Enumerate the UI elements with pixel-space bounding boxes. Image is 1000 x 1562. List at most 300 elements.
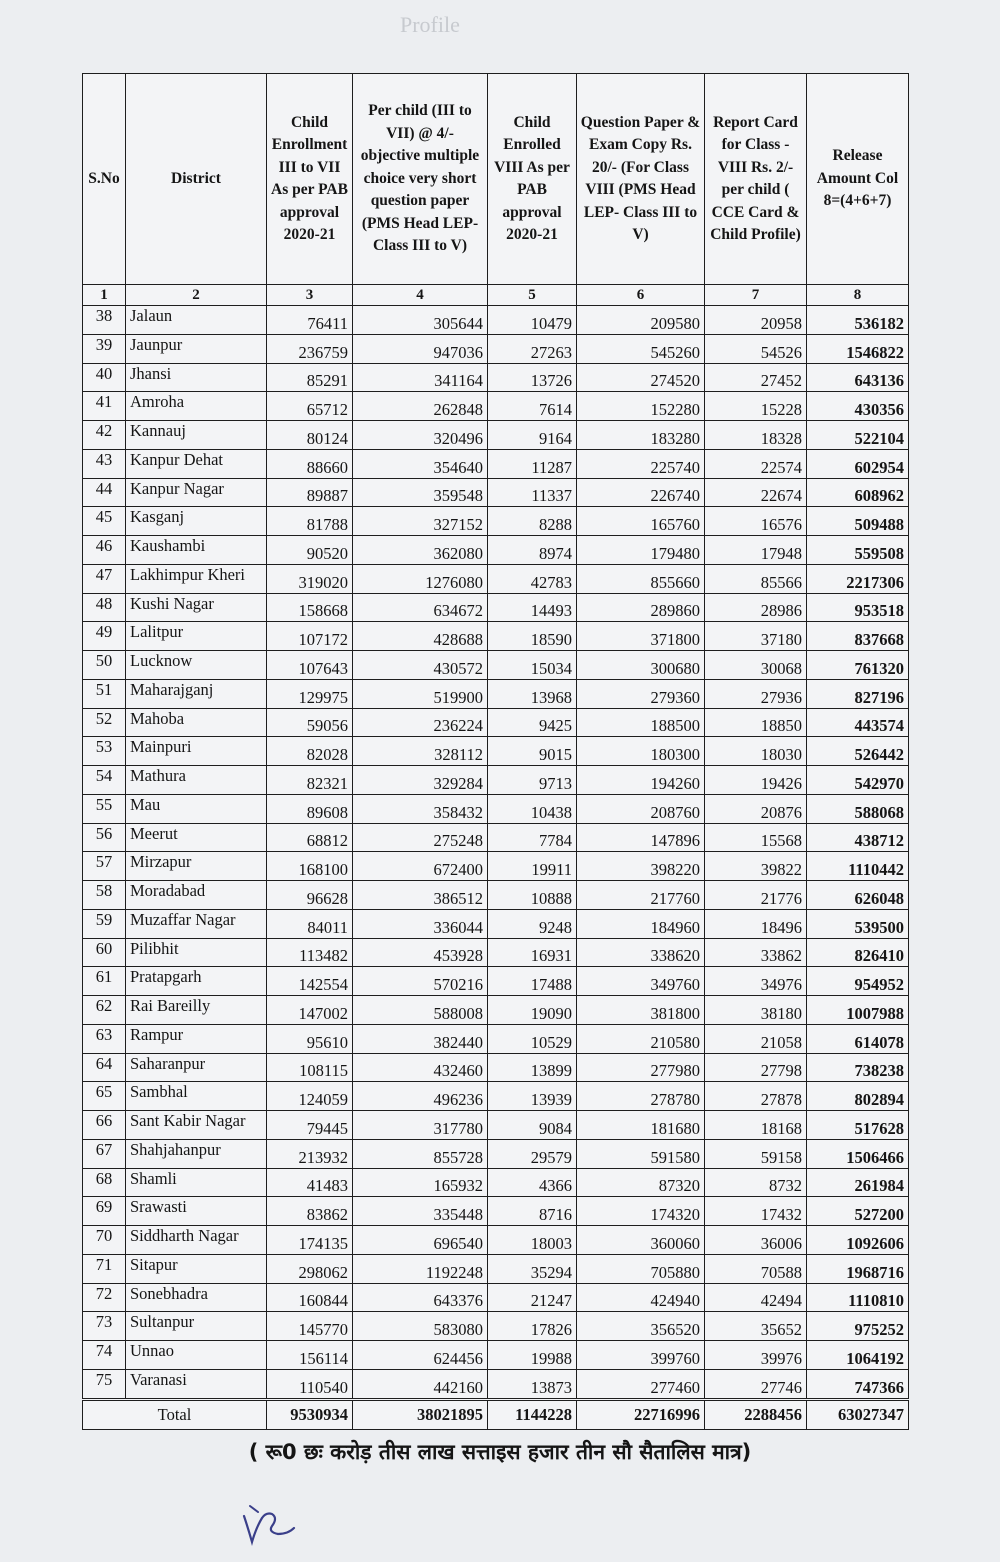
table-row bbox=[83, 1369, 909, 1399]
cell-question-paper: 279360 bbox=[577, 679, 705, 708]
cell-child-enrollment: 174135 bbox=[267, 1226, 353, 1255]
cell-child-enrollment: 108115 bbox=[267, 1053, 353, 1082]
table-row bbox=[83, 766, 909, 795]
cell-question-paper: 381800 bbox=[577, 996, 705, 1025]
cell-question-paper: 181680 bbox=[577, 1111, 705, 1140]
cell-child-enrollment: 319020 bbox=[267, 564, 353, 593]
cell-per-child-amount: 634672 bbox=[353, 593, 488, 622]
cell-child-enrolled-viii: 19988 bbox=[488, 1341, 577, 1370]
cell-sno: 38 bbox=[83, 306, 126, 335]
cell-question-paper: 591580 bbox=[577, 1139, 705, 1168]
cell-child-enrolled-viii: 13968 bbox=[488, 679, 577, 708]
table-row bbox=[83, 967, 909, 996]
cell-district: Kushi Nagar bbox=[126, 593, 267, 622]
cell-release-amount: 738238 bbox=[807, 1053, 909, 1082]
cell-child-enrolled-viii: 9084 bbox=[488, 1111, 577, 1140]
table-row bbox=[83, 1197, 909, 1226]
cell-district: Saharanpur bbox=[126, 1053, 267, 1082]
cell-child-enrollment: 107172 bbox=[267, 622, 353, 651]
cell-child-enrolled-viii: 13873 bbox=[488, 1369, 577, 1399]
cell-sno: 55 bbox=[83, 794, 126, 823]
cell-sno: 66 bbox=[83, 1111, 126, 1140]
cell-per-child-amount: 320496 bbox=[353, 421, 488, 450]
cell-district: Sambhal bbox=[126, 1082, 267, 1111]
cell-question-paper: 183280 bbox=[577, 421, 705, 450]
cell-report-card: 36006 bbox=[705, 1226, 807, 1255]
cell-per-child-amount: 1192248 bbox=[353, 1254, 488, 1283]
cell-release-amount: 608962 bbox=[807, 478, 909, 507]
cell-child-enrolled-viii: 13939 bbox=[488, 1082, 577, 1111]
cell-release-amount: 626048 bbox=[807, 881, 909, 910]
cell-report-card: 39822 bbox=[705, 852, 807, 881]
cell-report-card: 59158 bbox=[705, 1139, 807, 1168]
cell-sno: 39 bbox=[83, 334, 126, 363]
table-row bbox=[83, 1168, 909, 1197]
cell-release-amount: 602954 bbox=[807, 449, 909, 478]
cell-district: Pratapgarh bbox=[126, 967, 267, 996]
header-child-enrolled-viii: Child Enrolled VIII As per PAB approval 2020-21 bbox=[488, 74, 577, 285]
cell-release-amount: 975252 bbox=[807, 1312, 909, 1341]
cell-report-card: 17948 bbox=[705, 536, 807, 565]
cell-child-enrollment: 236759 bbox=[267, 334, 353, 363]
cell-child-enrolled-viii: 27263 bbox=[488, 334, 577, 363]
cell-sno: 40 bbox=[83, 363, 126, 392]
cell-report-card: 35652 bbox=[705, 1312, 807, 1341]
cell-per-child-amount: 359548 bbox=[353, 478, 488, 507]
table-row bbox=[83, 1341, 909, 1370]
cell-child-enrolled-viii: 15034 bbox=[488, 651, 577, 680]
table-row bbox=[83, 909, 909, 938]
cell-district: Pilibhit bbox=[126, 938, 267, 967]
cell-release-amount: 527200 bbox=[807, 1197, 909, 1226]
table-row bbox=[83, 507, 909, 536]
cell-child-enrollment: 158668 bbox=[267, 593, 353, 622]
table-body bbox=[83, 306, 909, 1400]
cell-child-enrolled-viii: 4366 bbox=[488, 1168, 577, 1197]
cell-report-card: 21058 bbox=[705, 1024, 807, 1053]
cell-release-amount: 559508 bbox=[807, 536, 909, 565]
cell-question-paper: 225740 bbox=[577, 449, 705, 478]
total-question-paper: 22716996 bbox=[577, 1399, 705, 1429]
cell-child-enrolled-viii: 7784 bbox=[488, 823, 577, 852]
cell-question-paper: 147896 bbox=[577, 823, 705, 852]
header-question-paper: Question Paper & Exam Copy Rs. 20/- (For Class VIII (PMS Head LEP- Class III to V) bbox=[577, 74, 705, 285]
cell-child-enrollment: 95610 bbox=[267, 1024, 353, 1053]
cell-release-amount: 1007988 bbox=[807, 996, 909, 1025]
cell-district: Unnao bbox=[126, 1341, 267, 1370]
cell-child-enrollment: 298062 bbox=[267, 1254, 353, 1283]
cell-per-child-amount: 672400 bbox=[353, 852, 488, 881]
cell-sno: 59 bbox=[83, 909, 126, 938]
cell-release-amount: 761320 bbox=[807, 651, 909, 680]
cell-district: Kannauj bbox=[126, 421, 267, 450]
cell-release-amount: 588068 bbox=[807, 794, 909, 823]
total-per-child-amount: 38021895 bbox=[353, 1399, 488, 1429]
cell-sno: 64 bbox=[83, 1053, 126, 1082]
cell-sno: 42 bbox=[83, 421, 126, 450]
cell-report-card: 21776 bbox=[705, 881, 807, 910]
cell-district: Lalitpur bbox=[126, 622, 267, 651]
cell-child-enrolled-viii: 10479 bbox=[488, 306, 577, 335]
cell-district: Sant Kabir Nagar bbox=[126, 1111, 267, 1140]
cell-district: Muzaffar Nagar bbox=[126, 909, 267, 938]
cell-report-card: 54526 bbox=[705, 334, 807, 363]
cell-per-child-amount: 453928 bbox=[353, 938, 488, 967]
column-number: 2 bbox=[126, 285, 267, 306]
cell-child-enrolled-viii: 35294 bbox=[488, 1254, 577, 1283]
cell-child-enrolled-viii: 10529 bbox=[488, 1024, 577, 1053]
cell-question-paper: 165760 bbox=[577, 507, 705, 536]
table-row bbox=[83, 881, 909, 910]
cell-child-enrolled-viii: 9164 bbox=[488, 421, 577, 450]
total-label: Total bbox=[83, 1399, 267, 1429]
cell-sno: 63 bbox=[83, 1024, 126, 1053]
cell-sno: 62 bbox=[83, 996, 126, 1025]
cell-per-child-amount: 570216 bbox=[353, 967, 488, 996]
cell-question-paper: 277460 bbox=[577, 1369, 705, 1399]
header-report-card: Report Card for Class -VIII Rs. 2/- per child ( CCE Card & Child Profile) bbox=[705, 74, 807, 285]
cell-sno: 47 bbox=[83, 564, 126, 593]
cell-report-card: 18328 bbox=[705, 421, 807, 450]
column-number: 8 bbox=[807, 285, 909, 306]
table-row bbox=[83, 593, 909, 622]
cell-report-card: 42494 bbox=[705, 1283, 807, 1312]
cell-sno: 65 bbox=[83, 1082, 126, 1111]
cell-child-enrolled-viii: 11337 bbox=[488, 478, 577, 507]
cell-child-enrolled-viii: 7614 bbox=[488, 392, 577, 421]
header-child-enrollment: Child Enrollment III to VII As per PAB approval 2020-21 bbox=[267, 74, 353, 285]
cell-question-paper: 424940 bbox=[577, 1283, 705, 1312]
cell-release-amount: 953518 bbox=[807, 593, 909, 622]
cell-report-card: 27452 bbox=[705, 363, 807, 392]
cell-child-enrolled-viii: 42783 bbox=[488, 564, 577, 593]
cell-question-paper: 356520 bbox=[577, 1312, 705, 1341]
total-report-card: 2288456 bbox=[705, 1399, 807, 1429]
cell-child-enrollment: 147002 bbox=[267, 996, 353, 1025]
cell-question-paper: 338620 bbox=[577, 938, 705, 967]
cell-question-paper: 289860 bbox=[577, 593, 705, 622]
cell-per-child-amount: 165932 bbox=[353, 1168, 488, 1197]
cell-child-enrollment: 88660 bbox=[267, 449, 353, 478]
cell-child-enrolled-viii: 18003 bbox=[488, 1226, 577, 1255]
total-child-enrolled-viii: 1144228 bbox=[488, 1399, 577, 1429]
cell-sno: 72 bbox=[83, 1283, 126, 1312]
cell-report-card: 20958 bbox=[705, 306, 807, 335]
cell-release-amount: 539500 bbox=[807, 909, 909, 938]
cell-child-enrollment: 113482 bbox=[267, 938, 353, 967]
cell-question-paper: 371800 bbox=[577, 622, 705, 651]
total-row bbox=[83, 1399, 909, 1429]
cell-sno: 67 bbox=[83, 1139, 126, 1168]
cell-release-amount: 614078 bbox=[807, 1024, 909, 1053]
header-sno: S.No bbox=[83, 74, 126, 285]
cell-child-enrolled-viii: 8974 bbox=[488, 536, 577, 565]
cell-report-card: 17432 bbox=[705, 1197, 807, 1226]
cell-child-enrolled-viii: 10438 bbox=[488, 794, 577, 823]
cell-release-amount: 509488 bbox=[807, 507, 909, 536]
cell-release-amount: 1546822 bbox=[807, 334, 909, 363]
cell-report-card: 18850 bbox=[705, 708, 807, 737]
cell-question-paper: 152280 bbox=[577, 392, 705, 421]
cell-child-enrolled-viii: 8716 bbox=[488, 1197, 577, 1226]
cell-child-enrolled-viii: 14493 bbox=[488, 593, 577, 622]
cell-report-card: 38180 bbox=[705, 996, 807, 1025]
table-row bbox=[83, 306, 909, 335]
cell-per-child-amount: 327152 bbox=[353, 507, 488, 536]
table-row bbox=[83, 794, 909, 823]
cell-report-card: 27936 bbox=[705, 679, 807, 708]
cell-child-enrollment: 145770 bbox=[267, 1312, 353, 1341]
cell-release-amount: 837668 bbox=[807, 622, 909, 651]
cell-sno: 71 bbox=[83, 1254, 126, 1283]
cell-report-card: 33862 bbox=[705, 938, 807, 967]
cell-child-enrollment: 156114 bbox=[267, 1341, 353, 1370]
cell-child-enrolled-viii: 10888 bbox=[488, 881, 577, 910]
cell-per-child-amount: 855728 bbox=[353, 1139, 488, 1168]
cell-per-child-amount: 442160 bbox=[353, 1369, 488, 1399]
table-row bbox=[83, 737, 909, 766]
cell-question-paper: 210580 bbox=[577, 1024, 705, 1053]
cell-release-amount: 438712 bbox=[807, 823, 909, 852]
cell-child-enrolled-viii: 19911 bbox=[488, 852, 577, 881]
cell-release-amount: 802894 bbox=[807, 1082, 909, 1111]
cell-sno: 43 bbox=[83, 449, 126, 478]
cell-question-paper: 209580 bbox=[577, 306, 705, 335]
cell-child-enrolled-viii: 8288 bbox=[488, 507, 577, 536]
cell-per-child-amount: 329284 bbox=[353, 766, 488, 795]
cell-district: Jhansi bbox=[126, 363, 267, 392]
cell-question-paper: 278780 bbox=[577, 1082, 705, 1111]
cell-release-amount: 522104 bbox=[807, 421, 909, 450]
cell-per-child-amount: 386512 bbox=[353, 881, 488, 910]
cell-question-paper: 194260 bbox=[577, 766, 705, 795]
cell-district: Jalaun bbox=[126, 306, 267, 335]
table-row bbox=[83, 852, 909, 881]
cell-district: Mau bbox=[126, 794, 267, 823]
cell-sno: 75 bbox=[83, 1369, 126, 1399]
cell-district: Mirzapur bbox=[126, 852, 267, 881]
cell-child-enrollment: 89887 bbox=[267, 478, 353, 507]
cell-report-card: 18168 bbox=[705, 1111, 807, 1140]
cell-child-enrollment: 85291 bbox=[267, 363, 353, 392]
cell-district: Kaushambi bbox=[126, 536, 267, 565]
cell-per-child-amount: 432460 bbox=[353, 1053, 488, 1082]
cell-child-enrolled-viii: 9248 bbox=[488, 909, 577, 938]
cell-question-paper: 87320 bbox=[577, 1168, 705, 1197]
cell-district: Shamli bbox=[126, 1168, 267, 1197]
cell-report-card: 22574 bbox=[705, 449, 807, 478]
cell-child-enrolled-viii: 21247 bbox=[488, 1283, 577, 1312]
cell-sno: 58 bbox=[83, 881, 126, 910]
cell-question-paper: 545260 bbox=[577, 334, 705, 363]
cell-per-child-amount: 430572 bbox=[353, 651, 488, 680]
cell-report-card: 15568 bbox=[705, 823, 807, 852]
cell-per-child-amount: 947036 bbox=[353, 334, 488, 363]
cell-child-enrollment: 41483 bbox=[267, 1168, 353, 1197]
cell-child-enrolled-viii: 17488 bbox=[488, 967, 577, 996]
column-number: 6 bbox=[577, 285, 705, 306]
cell-release-amount: 536182 bbox=[807, 306, 909, 335]
column-number: 4 bbox=[353, 285, 488, 306]
table-row bbox=[83, 823, 909, 852]
header-row bbox=[83, 74, 909, 285]
cell-per-child-amount: 496236 bbox=[353, 1082, 488, 1111]
cell-child-enrolled-viii: 18590 bbox=[488, 622, 577, 651]
page-mark-scribble-icon bbox=[238, 1498, 308, 1548]
table-row bbox=[83, 449, 909, 478]
cell-per-child-amount: 262848 bbox=[353, 392, 488, 421]
cell-sno: 46 bbox=[83, 536, 126, 565]
cell-release-amount: 643136 bbox=[807, 363, 909, 392]
table-row bbox=[83, 1226, 909, 1255]
cell-district: Rai Bareilly bbox=[126, 996, 267, 1025]
table-row bbox=[83, 938, 909, 967]
cell-child-enrollment: 168100 bbox=[267, 852, 353, 881]
cell-release-amount: 542970 bbox=[807, 766, 909, 795]
cell-report-card: 8732 bbox=[705, 1168, 807, 1197]
table-row bbox=[83, 651, 909, 680]
cell-child-enrollment: 96628 bbox=[267, 881, 353, 910]
cell-sno: 51 bbox=[83, 679, 126, 708]
cell-district: Lucknow bbox=[126, 651, 267, 680]
table-row bbox=[83, 679, 909, 708]
cell-child-enrollment: 84011 bbox=[267, 909, 353, 938]
cell-sno: 54 bbox=[83, 766, 126, 795]
column-number: 5 bbox=[488, 285, 577, 306]
cell-release-amount: 1968716 bbox=[807, 1254, 909, 1283]
cell-release-amount: 1110442 bbox=[807, 852, 909, 881]
cell-district: Srawasti bbox=[126, 1197, 267, 1226]
column-number-row bbox=[83, 285, 909, 306]
cell-child-enrolled-viii: 9015 bbox=[488, 737, 577, 766]
cell-sno: 53 bbox=[83, 737, 126, 766]
cell-per-child-amount: 583080 bbox=[353, 1312, 488, 1341]
cell-release-amount: 1064192 bbox=[807, 1341, 909, 1370]
cell-report-card: 30068 bbox=[705, 651, 807, 680]
cell-child-enrollment: 107643 bbox=[267, 651, 353, 680]
cell-question-paper: 277980 bbox=[577, 1053, 705, 1082]
column-number: 7 bbox=[705, 285, 807, 306]
cell-child-enrolled-viii: 13899 bbox=[488, 1053, 577, 1082]
cell-question-paper: 705880 bbox=[577, 1254, 705, 1283]
cell-per-child-amount: 305644 bbox=[353, 306, 488, 335]
cell-child-enrollment: 90520 bbox=[267, 536, 353, 565]
cell-report-card: 18030 bbox=[705, 737, 807, 766]
total-child-enrollment: 9530934 bbox=[267, 1399, 353, 1429]
cell-child-enrolled-viii: 11287 bbox=[488, 449, 577, 478]
cell-per-child-amount: 236224 bbox=[353, 708, 488, 737]
cell-release-amount: 443574 bbox=[807, 708, 909, 737]
cell-district: Lakhimpur Kheri bbox=[126, 564, 267, 593]
table-row bbox=[83, 1024, 909, 1053]
cell-release-amount: 1110810 bbox=[807, 1283, 909, 1312]
cell-release-amount: 1506466 bbox=[807, 1139, 909, 1168]
cell-per-child-amount: 275248 bbox=[353, 823, 488, 852]
cell-release-amount: 827196 bbox=[807, 679, 909, 708]
header-release-amount: Release Amount Col 8=(4+6+7) bbox=[807, 74, 909, 285]
handwritten-page-mark bbox=[238, 1498, 308, 1548]
cell-sno: 45 bbox=[83, 507, 126, 536]
cell-report-card: 37180 bbox=[705, 622, 807, 651]
cell-release-amount: 430356 bbox=[807, 392, 909, 421]
cell-district: Meerut bbox=[126, 823, 267, 852]
cell-per-child-amount: 643376 bbox=[353, 1283, 488, 1312]
cell-question-paper: 188500 bbox=[577, 708, 705, 737]
cell-sno: 70 bbox=[83, 1226, 126, 1255]
cell-release-amount: 747366 bbox=[807, 1369, 909, 1399]
cell-child-enrolled-viii: 16931 bbox=[488, 938, 577, 967]
cell-district: Rampur bbox=[126, 1024, 267, 1053]
cell-report-card: 22674 bbox=[705, 478, 807, 507]
table-row bbox=[83, 1111, 909, 1140]
cell-per-child-amount: 354640 bbox=[353, 449, 488, 478]
cell-sno: 68 bbox=[83, 1168, 126, 1197]
cell-question-paper: 300680 bbox=[577, 651, 705, 680]
cell-per-child-amount: 328112 bbox=[353, 737, 488, 766]
cell-per-child-amount: 336044 bbox=[353, 909, 488, 938]
cell-release-amount: 517628 bbox=[807, 1111, 909, 1140]
cell-district: Sonebhadra bbox=[126, 1283, 267, 1312]
cell-sno: 52 bbox=[83, 708, 126, 737]
cell-district: Varanasi bbox=[126, 1369, 267, 1399]
cell-sno: 49 bbox=[83, 622, 126, 651]
cell-sno: 57 bbox=[83, 852, 126, 881]
district-release-table bbox=[82, 73, 909, 1430]
table-row bbox=[83, 334, 909, 363]
cell-child-enrollment: 160844 bbox=[267, 1283, 353, 1312]
table-row bbox=[83, 564, 909, 593]
cell-child-enrolled-viii: 13726 bbox=[488, 363, 577, 392]
cell-child-enrollment: 68812 bbox=[267, 823, 353, 852]
table-row bbox=[83, 1082, 909, 1111]
cell-release-amount: 526442 bbox=[807, 737, 909, 766]
cell-per-child-amount: 362080 bbox=[353, 536, 488, 565]
cell-release-amount: 261984 bbox=[807, 1168, 909, 1197]
cell-district: Moradabad bbox=[126, 881, 267, 910]
cell-report-card: 20876 bbox=[705, 794, 807, 823]
cell-question-paper: 179480 bbox=[577, 536, 705, 565]
cell-child-enrollment: 213932 bbox=[267, 1139, 353, 1168]
table-row bbox=[83, 1312, 909, 1341]
cell-child-enrollment: 142554 bbox=[267, 967, 353, 996]
cell-sno: 41 bbox=[83, 392, 126, 421]
cell-question-paper: 274520 bbox=[577, 363, 705, 392]
cell-report-card: 85566 bbox=[705, 564, 807, 593]
cell-per-child-amount: 1276080 bbox=[353, 564, 488, 593]
cell-district: Shahjahanpur bbox=[126, 1139, 267, 1168]
cell-child-enrollment: 129975 bbox=[267, 679, 353, 708]
cell-report-card: 27878 bbox=[705, 1082, 807, 1111]
cell-per-child-amount: 428688 bbox=[353, 622, 488, 651]
cell-per-child-amount: 588008 bbox=[353, 996, 488, 1025]
header-district: District bbox=[126, 74, 267, 285]
cell-report-card: 27746 bbox=[705, 1369, 807, 1399]
cell-report-card: 18496 bbox=[705, 909, 807, 938]
column-number: 1 bbox=[83, 285, 126, 306]
cell-child-enrolled-viii: 17826 bbox=[488, 1312, 577, 1341]
cell-question-paper: 349760 bbox=[577, 967, 705, 996]
table-row bbox=[83, 996, 909, 1025]
cell-child-enrollment: 83862 bbox=[267, 1197, 353, 1226]
table-row bbox=[83, 478, 909, 507]
cell-child-enrollment: 124059 bbox=[267, 1082, 353, 1111]
cell-sno: 50 bbox=[83, 651, 126, 680]
cell-report-card: 34976 bbox=[705, 967, 807, 996]
cell-district: Kasganj bbox=[126, 507, 267, 536]
cell-report-card: 15228 bbox=[705, 392, 807, 421]
cell-district: Maharajganj bbox=[126, 679, 267, 708]
amount-in-words: ( रू0 छः करोड़ तीस लाख सत्ताइस हजार तीन सौ सैतालिस मात्र) bbox=[248, 1440, 752, 1464]
